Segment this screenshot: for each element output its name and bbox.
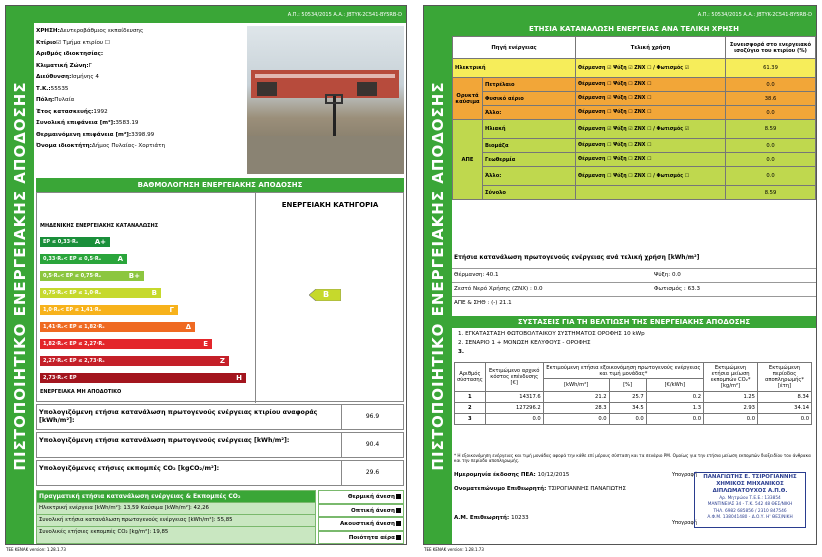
end-use: Θέρμανση ☐ Ψύξη ☐ ZNX ☐ / Φωτισμός ☐ [576,167,726,186]
annual-value: Ζεστό Νερό Χρήσης (ZNX) : 0.0 [454,286,543,292]
annual-value: ΑΠΕ & ΣΗΘ : (-) 21.1 [454,300,512,306]
end-use: Θέρμανση ☑ Ψύξη ☐ ZNX ☐ [576,92,726,106]
annual-value: Φωτισμός : 63.3 [654,286,701,292]
source-name: Βιομάζα [483,139,576,153]
building-photo [247,26,404,174]
comfort-row [318,504,404,518]
rec-cell: 0.0 [485,414,543,425]
energy-use-table [452,36,816,200]
source-name: Άλλο: [483,106,576,120]
info-row [36,61,246,73]
energy-class-bar [40,373,246,383]
comfort-label: Ποιότητα αέρα [348,534,395,541]
energy-use-row [453,167,816,186]
info-key: Όνομα ιδιοκτήτη: [36,143,92,149]
comfort-label: Θερμική άνεση [347,494,395,500]
info-row [36,49,246,61]
header-id: Α.Π.: 50534/2015 Α.Α.: JBTYK-2C541-BY5RB-D [34,6,406,23]
energy-class-range: 2,27·Rₑ< EP ≤ 2,73·Rₑ [43,358,105,364]
energy-class-bar [40,356,229,366]
rec-cell: 25.7 [609,392,646,403]
rec-cell: 2 [455,403,486,414]
info-key: Συνολική επιφάνεια [m²]: [36,120,116,126]
rating-title: ΒΑΘΜΟΛΟΓΗΣΗ ΕΝΕΡΓΕΙΑΚΗΣ ΑΠΟΔΟΣΗΣ [36,178,404,192]
source-name: Πετρέλαιο [483,78,576,92]
info-value: ☑ Τμήμα κτιρίου ☐ [56,39,110,46]
indicator-arrow [309,289,341,301]
comfort-label: Οπτική άνεση [351,507,395,514]
annual-value: Ψύξη: 0.0 [654,272,681,278]
end-use: Θέρμανση ☐ Ψύξη ☐ ZNX ☐ [576,139,726,153]
stamp-line: Αρ. Μητρώου Τ.Ε.Ε.: 133854 [719,495,781,501]
share-value: 0.0 [726,167,816,186]
rec-cell: 8.34 [758,392,812,403]
energy-class-bar [40,339,212,349]
recommendations-note: * Η εξοικονόμηση ενέργειας και τιμή μονάδας αφορά την κάθε επί μέρους σύσταση και τα σενάριο ΡΜ. Ομοίως για την ετήσια μείωση εκπομπών διοξειδίου του άνθρακα και την περίοδο αποπληρωμής. [454,453,811,463]
info-row [36,26,246,38]
issue-date-label: Ημερομηνία έκδοσης ΠΕΑ: [454,472,536,478]
certificate-page-front [5,5,407,552]
rec-cell: 28.3 [543,403,609,414]
energy-use-row [453,59,816,78]
stamp-line: ΜΑΝΤΙΝΕΙΑΣ 34 - Τ.Κ. 542 48 ΘΕΣ/ΝΙΚΗ [707,502,793,508]
energy-class-letter: B [151,289,157,297]
metric-label: Υπολογιζόμενες ετήσιες εκπομπές CO₂ [kgCO₂/m²]: [39,465,220,472]
comfort-row [318,531,404,545]
metric-row [36,432,404,458]
source-name: Άλλο: [483,167,576,186]
signature-label: Υπογραφή [672,472,698,478]
share-value: 0.0 [726,78,816,92]
rec-sub-header: [kWh/m²] [543,379,609,392]
issue-date: 10/12/2015 [537,472,570,478]
certificate-page-back [423,5,817,552]
rec-cell: 127296.2 [485,403,543,414]
actual-title: Πραγματική ετήσια κατανάλωση ενέργειας & Εκπομπές CO₂ [37,491,315,502]
rec-cell: 0.0 [646,414,703,425]
indicator-letter: B [323,290,330,299]
info-value: 3583.19 [115,120,139,126]
source-name: Φυσικό αέριο [483,92,576,106]
energy-class-range: 1,0·Rₑ< EP ≤ 1,41·Rₑ [43,307,102,313]
energy-class-bar [40,271,144,281]
energy-class-letter: Ζ [219,357,225,365]
info-row [36,130,246,142]
energy-class-bar [40,322,195,332]
energy-class-range: 0,5·Rₑ< EP ≤ 0,75·Rₑ [43,273,102,279]
share-value: 38.6 [726,92,816,106]
energy-use-row [453,106,816,120]
info-value: Δευτεροβάθμιος εκπαίδευσης [59,28,144,34]
info-key: Κλιματική Ζώνη: [36,62,89,69]
metric-value: 96.9 [341,405,403,429]
comfort-checkbox [396,494,401,499]
rec-cell: 21.2 [543,392,609,403]
side-band [6,6,34,544]
rec-cell: 0.0 [543,414,609,425]
end-use [576,186,726,200]
rec-row [455,392,812,403]
actual-row: Ηλεκτρική ενέργεια [kWh/m²]: 13,59 Καύσιμα [kWh/m²]: 42,26 [37,502,315,514]
energy-use-row [453,78,816,92]
info-row [36,141,246,153]
rec-row [455,403,812,414]
rec-cell: 0.2 [646,392,703,403]
energy-class-letter: Ε [203,340,208,348]
energy-class-range: 2,73·Rₑ< EP [43,375,77,381]
info-key: Αριθμός ιδιοκτησίας: [36,51,104,57]
info-value: Δήμος Πυλαίας- Χορτιάτη [91,143,166,149]
side-title: ΠΙΣΤΟΠΟΙΗΤΙΚΟ ΕΝΕΡΓΕΙΑΚΗΣ ΑΠΟΔΟΣΗΣ [11,81,29,471]
rec-cell: 0.0 [758,414,812,425]
info-key: Τ.Κ.: [36,85,51,92]
annual-value: Θέρμανση: 40.1 [454,272,499,278]
share-value: 8.59 [726,120,816,139]
rec-col-header: Αριθμός σύστασης [455,363,486,392]
actual-row: Συνολικές ετήσιες εκπομπές CO₂ [kg/m²]: 19,85 [37,526,315,538]
rec-col-header: Εκτιμώμενη περίοδος αποπληρωμής* [έτη] [758,363,812,392]
source-group: ΑΠΕ [453,120,483,200]
stamp-line: ΧΗΜΙΚΟΣ ΜΗΧΑΝΙΚΟΣ [716,481,784,488]
share-value: 0.0 [726,139,816,153]
category-header: ΕΝΕΡΓΕΙΑΚΗ ΚΑΤΗΓΟΡΙΑ [281,201,379,209]
source-group: Ορυκτά καύσιμα [453,78,483,120]
info-row [36,118,246,130]
share-value: 8.59 [726,186,816,200]
rec-cell: 0.0 [609,414,646,425]
header-id-right: Α.Π.: 50534/2015 Α.Α.: JBTYK-2C541-BY5RB-D [452,6,816,23]
source-name: Ηλιακή [483,120,576,139]
info-row [36,72,246,84]
recommendation-item: 3. [458,349,465,355]
rec-cell: 2.93 [704,403,758,414]
stamp-line: ΤΗΛ. 6982 685856 / 2310 847546 [713,508,787,514]
energy-class-bar [40,237,110,247]
end-use: Θέρμανση ☐ Ψύξη ☐ ZNX ☐ [576,106,726,120]
energy-class-letter: A [117,255,123,263]
comfort-row [318,490,404,504]
rec-row [455,414,812,425]
recommendation-item: 1. ΕΓΚΑΤΑΣΤΑΣΗ ΦΩΤΟΒΟΛΤΑΙΚΟΥ ΣΥΣΤΗΜΑΤΟΣ ΟΡΟΦΗΣ 10 kWp [458,331,645,337]
end-use: Θέρμανση ☑ Ψύξη ☑ ZNX ☐ / Φωτισμός ☑ [576,59,726,78]
source-name: Σύνολο [483,186,576,200]
footer-version: TEE KENAK version: 1.28.1.73 [6,547,66,552]
metric-value: 90.4 [341,433,403,457]
inspector-label: Ονοματεπώνυμο Επιθεωρητή: [454,486,547,492]
energy-use-row [453,186,816,200]
annual-title: Ετήσια κατανάλωση πρωτογενούς ενέργειας ανά τελική χρήση [kWh/m²] [454,254,700,261]
side-title-right: ΠΙΣΤΟΠΟΙΗΤΙΚΟ ΕΝΕΡΓΕΙΑΚΗΣ ΑΠΟΔΟΣΗΣ [429,81,447,471]
col-source: Πηγή ενέργειας [453,37,576,59]
source-name: Γεωθερμία [483,153,576,167]
annual-divider [452,296,816,297]
comfort-checkbox [396,508,401,513]
energy-class-bar [40,288,161,298]
end-use: Θέρμανση ☐ Ψύξη ☐ ZNX ☐ [576,78,726,92]
recommendations-table [454,362,812,425]
energy-class-range: 0,75·Rₑ< EP ≤ 1,0·Rₑ [43,290,102,296]
building-info [36,26,246,174]
stamp-line: ΠΑΝΑΓΙΩΤΗΣ Ε. ΤΣΙΡΟΓΙΑΝΝΗΣ [703,474,797,480]
rec-cell: 1.3 [646,403,703,414]
metric-label: Υπολογιζόμενη ετήσια κατανάλωση πρωτογενούς ενέργειας κτιρίου αναφοράς [kWh/m²]: [39,409,318,424]
comfort-panel [318,490,404,544]
annual-divider [452,282,816,283]
metric-row [36,460,404,486]
info-value: Πυλαία [54,97,75,103]
inspector-id: 10233 [511,515,529,521]
energy-class-range: 1,41·Rₑ< EP ≤ 1,82·Rₑ [43,324,105,330]
metric-label: Υπολογιζόμενη ετήσια κατανάλωση πρωτογενούς ενέργειας [kWh/m²]: [39,437,290,444]
rec-cell: 34.14 [758,403,812,414]
comfort-checkbox [396,521,401,526]
rec-sub-header: [%] [609,379,646,392]
end-use: Θέρμανση ☐ Ψύξη ☐ ZNX ☐ [576,153,726,167]
comfort-checkbox [396,535,401,540]
energy-use-row [453,92,816,106]
info-row [36,95,246,107]
info-key: Έτος κατασκευής: [36,108,94,115]
source-group: Ηλεκτρική [453,59,576,78]
inspector-id-label: Α.Μ. Επιθεωρητή: [454,515,510,521]
inspector-name: ΤΣΙΡΟΓΙΑΝΝΗΣ ΠΑΝΑΓΙΩΤΗΣ [548,486,626,492]
energy-class-letter: Γ [169,306,174,314]
inspector-stamp [694,472,806,528]
annual-divider [452,268,816,269]
comfort-label: Ακουστική άνεση [339,521,395,527]
energy-class-letter: Δ [185,323,191,331]
share-value: 0.0 [726,106,816,120]
rec-cell: 14317.6 [485,392,543,403]
rating-scale [36,192,404,402]
info-value: 1992 [93,108,108,115]
stamp-line: ΔΙΠΛΩΜΑΤΟΥΧΟΣ Α.Π.Θ. [712,488,788,495]
bottom-label: ΕΝΕΡΓΕΙΑΚΑ ΜΗ ΑΠΟΔΟΤΙΚΟ [40,389,122,395]
energy-use-row [453,139,816,153]
metric-value: 29.6 [341,461,403,485]
actual-panel [36,490,316,544]
rec-cell: 1.25 [704,392,758,403]
rec-col-header: Εκτιμούμενη ετήσια εξοικονόμηση πρωτογενούς ενέργειας και τιμή μονάδας* [543,363,703,379]
energy-class-letter: A+ [94,238,106,246]
rec-cell: 34.5 [609,403,646,414]
rec-col-header: Εκτιμώμενη ετήσια μείωση εκπομπών CO₂* [kg/m²] [704,363,758,392]
comfort-row [318,517,404,531]
rec-col-header: Εκτιμώμενο αρχικό κόστος επένδυσης [€] [485,363,543,392]
rec-cell: 0.0 [704,414,758,425]
signature-label-2: Υπογραφή [672,520,698,526]
col-share: Συνεισφορά στο ενεργειακό ισοζύγιο του κτιρίου (%) [726,37,816,59]
rec-cell: 1 [455,392,486,403]
top-label: ΜΗΔΕΝΙΚΗΣ ΕΝΕΡΓΕΙΑΚΗΣ ΚΑΤΑΝΑΛΩΣΗΣ [40,223,159,229]
energy-class-letter: Η [236,374,242,382]
rec-sub-header: [€/kWh] [646,379,703,392]
recommendations-title: ΣΥΣΤΑΣΕΙΣ ΓΙΑ ΤΗ ΒΕΛΤΙΩΣΗ ΤΗΣ ΕΝΕΡΓΕΙΑΚΗΣ ΑΠΟΔΟΣΗΣ [452,316,816,328]
info-key: Θερμαινόμενη επιφάνεια [m²]: [36,131,132,138]
energy-use-row [453,120,816,139]
energy-class-bar [40,254,127,264]
share-value: 0.0 [726,153,816,167]
info-key: ΧΡΗΣΗ: [36,28,60,34]
info-row [36,84,246,96]
end-use: Θέρμανση ☑ Ψύξη ☑ ZNX ☐ / Φωτισμός ☑ [576,120,726,139]
actual-row: Συνολική ετήσια κατανάλωση πρωτογενούς ενέργειας [kWh/m²]: 55,85 [37,514,315,526]
stamp-line: Α.Φ.Μ. 138041480 - Δ.Ο.Υ. Η' ΘΕΣ/ΝΙΚΗ [707,515,793,521]
energy-class-range: EP ≤ 0,33·Rₑ [43,239,79,245]
metric-row [36,404,404,430]
info-value: 55535 [50,85,69,92]
energy-class-bar [40,305,178,315]
info-row [36,107,246,119]
info-key: Πόλη: [36,97,55,103]
rec-cell: 3 [455,414,486,425]
recommendation-item: 2. ΣΕΝΑΡΙΟ 1 + ΜΟΝΩΣΗ ΚΕΛΥΦΟΥΣ - ΟΡΟΦΗΣ [458,340,591,346]
info-value: Γ [88,62,92,69]
info-row [36,38,246,50]
energy-class-range: 0,33·Rₑ< EP ≤ 0,5·Rₑ [43,256,102,262]
footer-version-right: TEE KENAK version: 1.28.1.73 [424,547,484,552]
table-title: ΕΤΗΣΙΑ ΚΑΤΑΝΑΛΩΣΗ ΕΝΕΡΓΕΙΑΣ ΑΝΑ ΤΕΛΙΚΗ ΧΡΗΣΗ [452,23,816,36]
side-band-right [424,6,452,544]
energy-class-letter: B+ [128,272,140,280]
energy-use-row [453,153,816,167]
energy-class-range: 1,82·Rₑ< EP ≤ 2,27·Rₑ [43,341,105,347]
info-value: Ισμήνης 4 [71,74,99,80]
share-value: 61.39 [726,59,816,78]
col-use: Τελική χρήση [576,37,726,59]
info-value: 3398.99 [131,131,155,138]
info-key: Διεύθυνση: [36,74,72,80]
info-key: Κτίριο [36,39,57,46]
